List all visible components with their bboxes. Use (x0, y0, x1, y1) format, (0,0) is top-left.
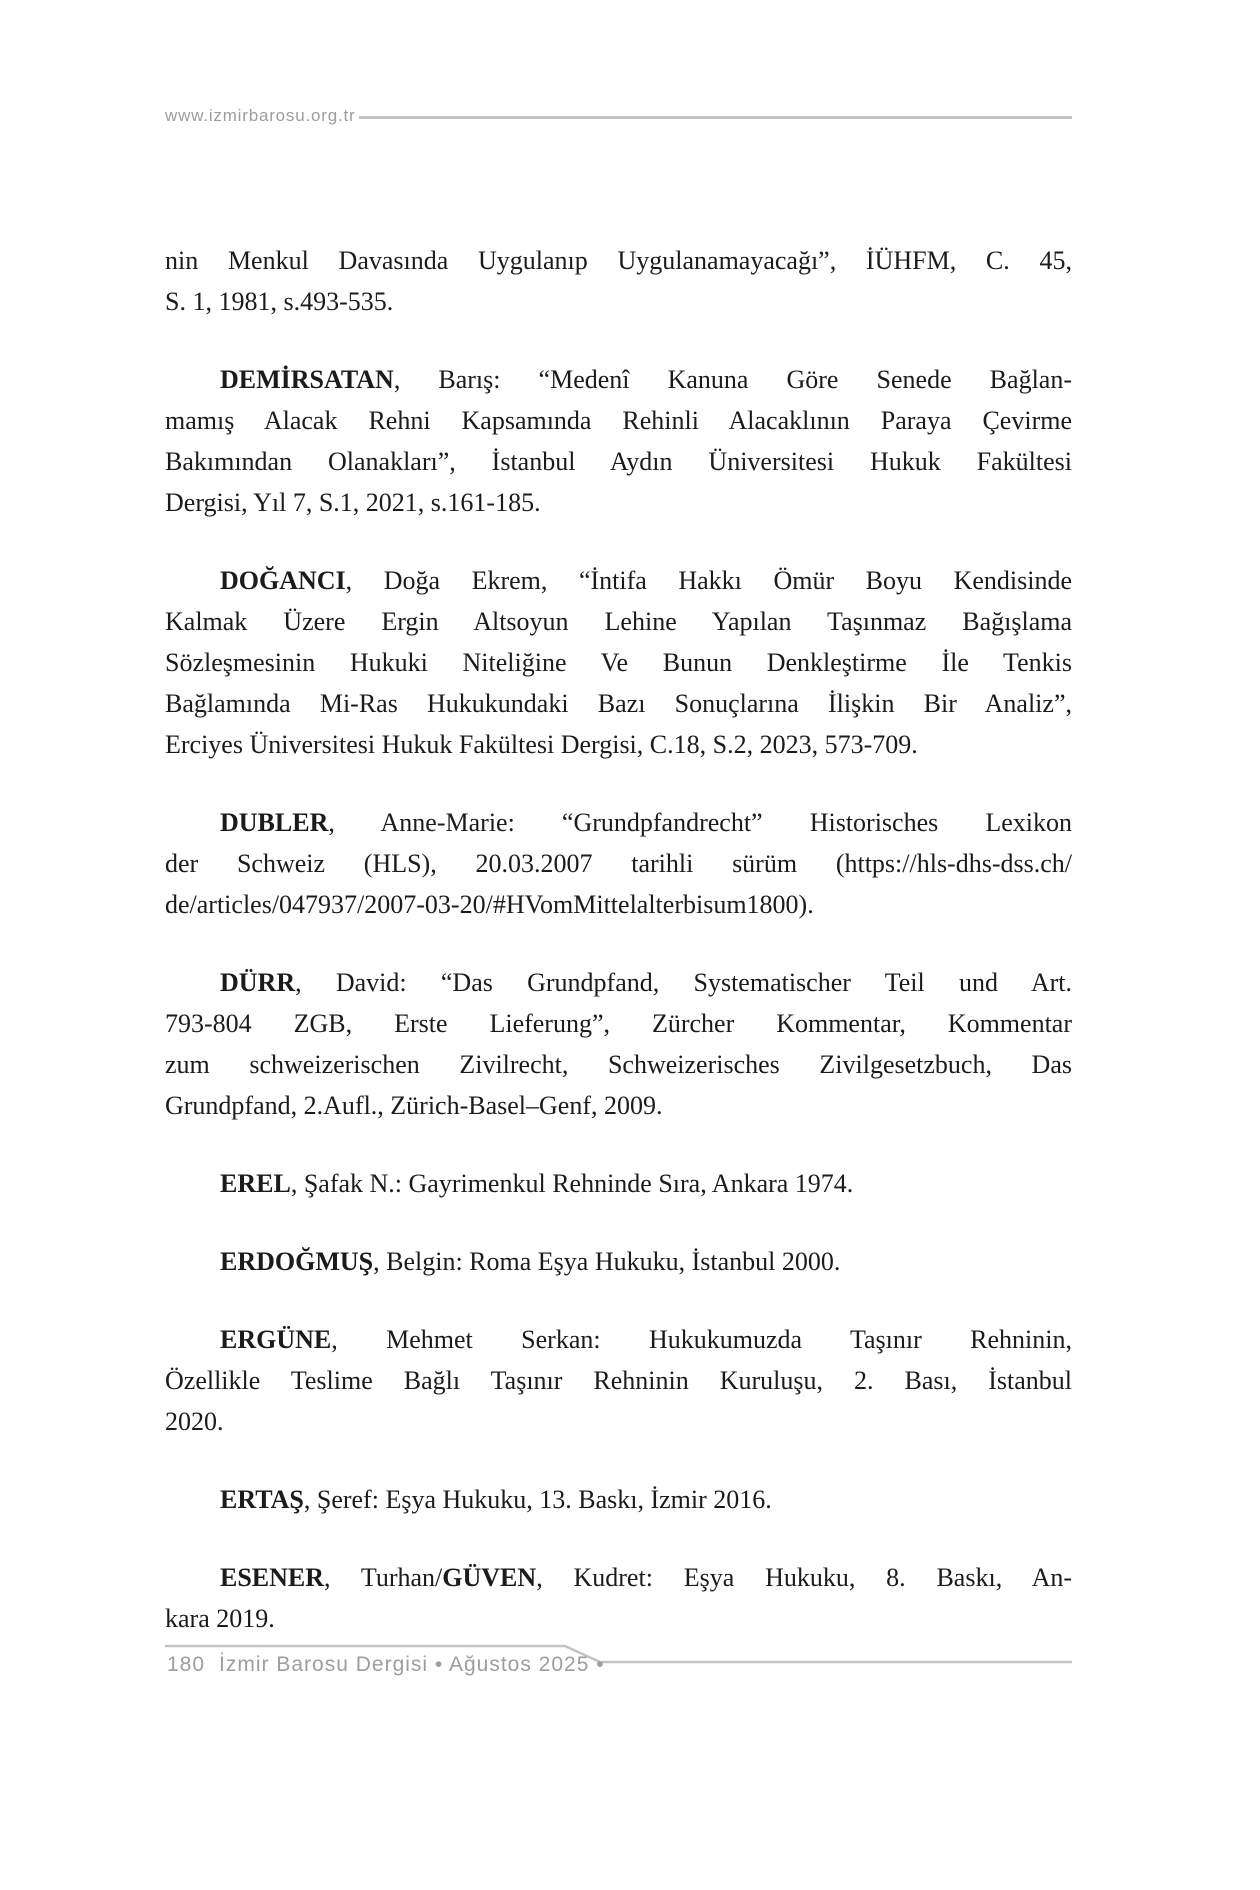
bib-line (165, 482, 1072, 523)
bib-text: Bağlamında Mi-Ras Hukukundaki Bazı Sonuçlarına İlişkin Bir Analiz”, (165, 689, 1072, 718)
bibliography-entry (165, 1479, 1072, 1520)
bib-text: , Mehmet Serkan: Hukukumuzda Taşınır Rehninin, (331, 1325, 1072, 1354)
bib-text: , Belgin: Roma Eşya Hukuku, İstanbul 2000. (373, 1247, 841, 1276)
bib-text: , Turhan/ (324, 1563, 443, 1592)
bib-line (165, 642, 1072, 683)
bib-text: kara 2019. (165, 1604, 275, 1633)
bib-line (165, 1085, 1072, 1126)
bib-line (165, 601, 1072, 642)
bib-author-name: EREL (220, 1169, 291, 1198)
bib-line (165, 1401, 1072, 1442)
bib-line (165, 962, 1072, 1003)
bib-text: Dergisi, Yıl 7, S.1, 2021, s.161-185. (165, 488, 541, 517)
bib-text: Kalmak Üzere Ergin Altsoyun Lehine Yapılan Taşınmaz Bağışlama (165, 607, 1072, 636)
page-header (165, 106, 1072, 126)
bib-line (165, 1044, 1072, 1085)
bib-text: , Şeref: Eşya Hukuku, 13. Baskı, İzmir 2016. (303, 1485, 772, 1514)
footer-page-number: 180 (167, 1653, 206, 1676)
bib-text: mamış Alacak Rehni Kapsamında Rehinli Alacaklının Paraya Çevirme (165, 406, 1072, 435)
bib-line (165, 1241, 1072, 1282)
bib-text: Özellikle Teslime Bağlı Taşınır Rehninin Kuruluşu, 2. Bası, İstanbul (165, 1366, 1072, 1395)
bib-text: , Kudret: Eşya Hukuku, 8. Baskı, An- (536, 1563, 1072, 1592)
bib-author-name: ERTAŞ (220, 1485, 304, 1514)
bib-line (165, 441, 1072, 482)
bibliography-entry (165, 1163, 1072, 1204)
bib-line (165, 683, 1072, 724)
header-website-url: www.izmirbarosu.org.tr (165, 106, 356, 125)
bib-author-name: DUBLER (220, 808, 329, 837)
bib-text: , Şafak N.: Gayrimenkul Rehninde Sıra, Ankara 1974. (290, 1169, 854, 1198)
bib-author-name: ERGÜNE (220, 1325, 332, 1354)
bib-text: zum schweizerischen Zivilrecht, Schweizerisches Zivilgesetzbuch, Das (165, 1050, 1072, 1079)
bib-line (165, 1319, 1072, 1360)
bibliography-entry (165, 560, 1072, 765)
bib-author-name: DOĞANCI (220, 566, 346, 595)
bib-text: 2020. (165, 1407, 224, 1436)
bib-line (165, 240, 1072, 281)
bib-line (165, 560, 1072, 601)
bib-author-name: DEMİRSATAN (220, 365, 394, 394)
bib-line (165, 843, 1072, 884)
bib-line (165, 359, 1072, 400)
bib-text: Bakımından Olanakları”, İstanbul Aydın Üniversitesi Hukuk Fakültesi (165, 447, 1072, 476)
bib-author-name: ERDOĞMUŞ (220, 1247, 374, 1276)
bibliography-entry (165, 1319, 1072, 1442)
bib-text: 793-804 ZGB, Erste Lieferung”, Zürcher Kommentar, Kommentar (165, 1009, 1072, 1038)
bibliography-entry (165, 802, 1072, 925)
header-rule-line (359, 116, 1072, 119)
bib-author-name: DÜRR (220, 968, 296, 997)
bib-line (165, 400, 1072, 441)
bib-text: de/articles/047937/2007-03-20/#HVomMittelalterbisum1800). (165, 890, 814, 919)
bib-line (165, 1003, 1072, 1044)
bib-line (165, 1598, 1072, 1639)
bib-line (165, 281, 1072, 322)
bib-text: nin Menkul Davasında Uygulanıp Uygulanamayacağı”, İÜHFM, C. 45, (165, 246, 1072, 275)
page-footer (165, 1643, 1072, 1687)
bib-author-name: GÜVEN (442, 1563, 537, 1592)
bib-text: S. 1, 1981, s.493-535. (165, 287, 394, 316)
bib-text: , Doğa Ekrem, “İntifa Hakkı Ömür Boyu Kendisinde (345, 566, 1072, 595)
bib-text: , Anne-Marie: “Grundpfandrecht” Historisches Lexikon (328, 808, 1072, 837)
bibliography (165, 240, 1072, 1639)
bib-line (165, 802, 1072, 843)
bibliography-entry (165, 359, 1072, 523)
bib-line (165, 1163, 1072, 1204)
footer-journal-title: İzmir Barosu Dergisi • Ağustos 2025 • (219, 1653, 605, 1676)
bib-text: Grundpfand, 2.Aufl., Zürich-Basel–Genf, 2009. (165, 1091, 663, 1120)
bib-text: , Barış: “Medenî Kanuna Göre Senede Bağlan- (393, 365, 1072, 394)
bib-text: der Schweiz (HLS), 20.03.2007 tarihli sürüm (https://hls-dhs-dss.ch/ (165, 849, 1072, 878)
bib-text: Erciyes Üniversitesi Hukuk Fakültesi Dergisi, C.18, S.2, 2023, 573-709. (165, 730, 918, 759)
bib-line (165, 884, 1072, 925)
bib-line (165, 1479, 1072, 1520)
footer-text (167, 1653, 605, 1677)
bib-line (165, 1360, 1072, 1401)
bib-text: Sözleşmesinin Hukuki Niteliğine Ve Bunun Denkleştirme İle Tenkis (165, 648, 1072, 677)
bibliography-entry (165, 962, 1072, 1126)
bibliography-entry (165, 1241, 1072, 1282)
bib-author-name: ESENER (220, 1563, 325, 1592)
bibliography-entry (165, 240, 1072, 322)
bib-line (165, 1557, 1072, 1598)
bib-text: , David: “Das Grundpfand, Systematischer Teil und Art. (295, 968, 1072, 997)
bib-line (165, 724, 1072, 765)
bibliography-entry (165, 1557, 1072, 1639)
